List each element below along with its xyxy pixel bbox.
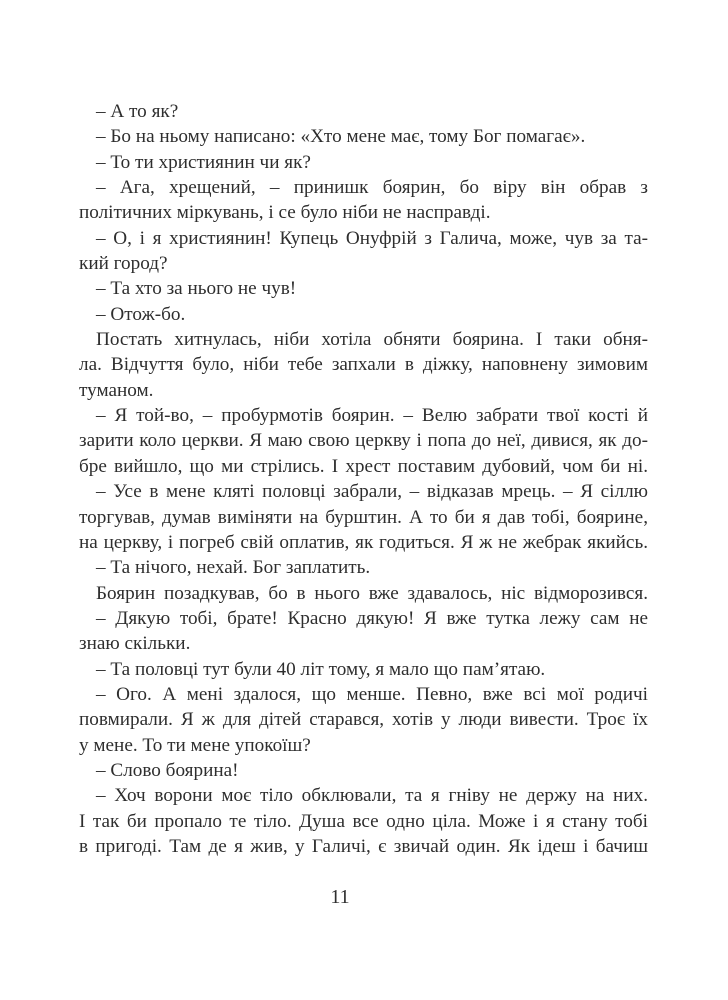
text-line: знаю скільки.	[79, 633, 191, 655]
text-line: – Та половці тут були 40 літ тому, я мало що пам’ятаю.	[96, 658, 546, 680]
text-line: – Дякую тобі, брате! Красно дякую! Я вже тутка лежу сам не	[96, 607, 648, 629]
text-line: політичних міркувань, і се було ніби не насправді.	[79, 202, 491, 224]
text-line: бре вийшло, що ми стрілись. І хрест поставим дубовий, чом би ні.	[79, 455, 648, 477]
text-line: зарити коло церкви. Я маю свою церкву і попа до неї, дивися, як до-	[79, 430, 648, 452]
text-line: повмирали. Я ж для дітей старався, хотів у люди вивести. Троє їх	[79, 709, 648, 731]
page-number: 11	[330, 886, 350, 908]
text-line: – Та хто за нього не чув!	[96, 278, 297, 300]
text-line: І так би пропало те тіло. Душа все одно ціла. Може і я стану тобі	[79, 810, 648, 832]
text-line: Постать хитнулась, ніби хотіла обняти боярина. І таки обня-	[96, 329, 648, 351]
text-line: в пригоді. Там де я жив, у Галичі, є звичай один. Як ідеш і бачиш	[79, 835, 648, 857]
text-line: у мене. То ти мене упокоїш?	[79, 734, 311, 756]
text-line: – Отож-бо.	[96, 303, 186, 325]
text-line: – Я той-во, – пробурмотів боярин. – Велю забрати твої кості й	[96, 405, 648, 427]
text-line: торгував, думав виміняти на бурштин. А то би я дав тобі, боярине,	[79, 506, 648, 528]
text-line: на церкву, і погреб свій оплатив, як годиться. Я ж не жебрак якийсь.	[79, 531, 648, 553]
text-line: ла. Відчуття було, ніби тебе запхали в діжку, наповнену зимовим	[79, 354, 648, 376]
text-line: туманом.	[79, 379, 154, 401]
text-line: – Хоч ворони моє тіло обклювали, та я гніву не держу на них.	[96, 785, 648, 807]
text-line: Боярин позадкував, бо в нього вже здавалось, ніс відморозився.	[96, 582, 648, 604]
text-line: – О, і я християнин! Купець Онуфрій з Галича, може, чув за та-	[96, 227, 648, 249]
text-line: – Ого. А мені здалося, що менше. Певно, вже всі мої родичі	[96, 683, 648, 705]
text-line: – А то як?	[96, 101, 179, 122]
text-line: – Ага, хрещений, – принишк боярин, бо віру він обрав з	[96, 177, 648, 199]
text-line: – То ти християнин чи як?	[96, 151, 311, 173]
text-line: – Усе в мене кляті половці забрали, – відказав мрець. – Я сіллю	[96, 481, 648, 503]
text-line: – Бо на ньому написано: «Хто мене має, тому Бог помагає».	[96, 126, 586, 148]
text-line: кий город?	[79, 253, 168, 275]
page-body-text	[79, 99, 648, 859]
text-line: – Слово боярина!	[96, 759, 239, 781]
text-line: – Та нічого, нехай. Бог заплатить.	[96, 557, 371, 579]
